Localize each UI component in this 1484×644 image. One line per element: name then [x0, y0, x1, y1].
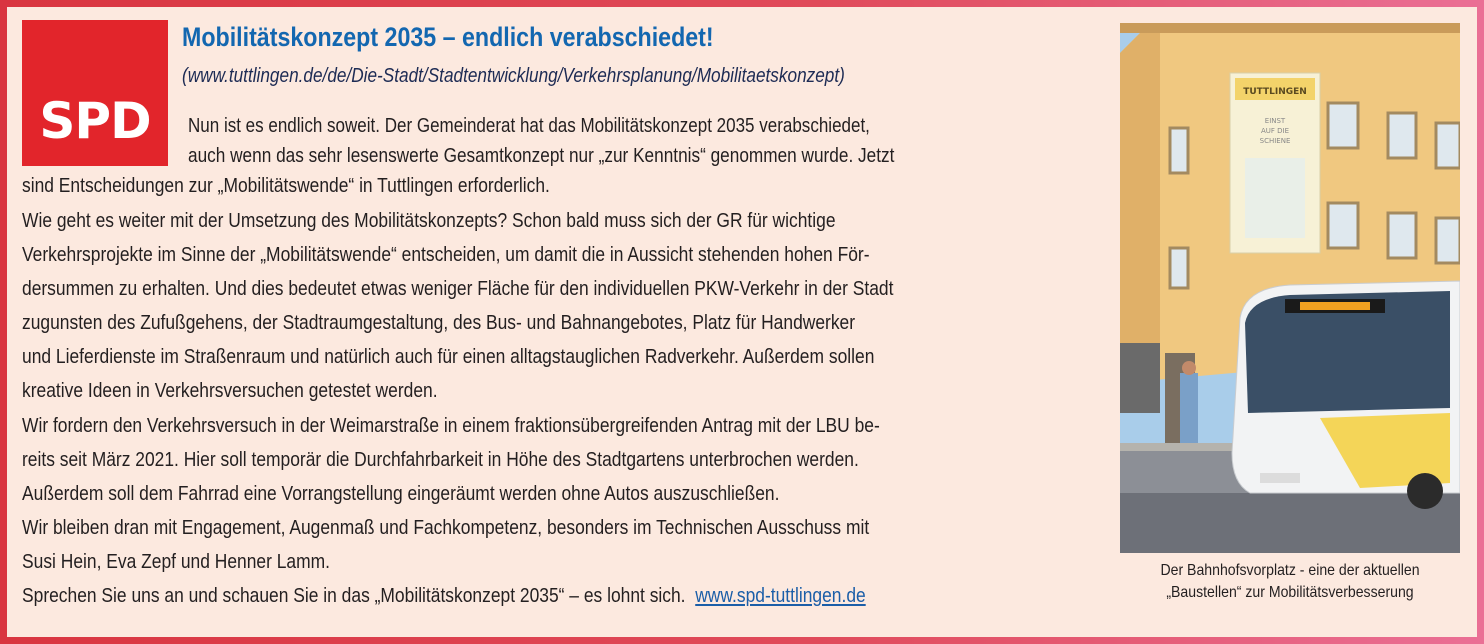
website-link[interactable]: www.spd-tuttlingen.de — [695, 584, 866, 607]
paragraph-line: auch wenn das sehr lesenswerte Gesamtkonzept nur „zur Kenntnis“ genommen wurde. Jetzt — [188, 144, 895, 167]
paragraph-line: Wir bleiben dran mit Engagement, Augenmaß und Fachkompetenz, besonders im Technischen Ausschuss mit — [22, 516, 870, 539]
paragraph-line: Verkehrsprojekte im Sinne der „Mobilitätswende“ entscheiden, um damit die in Aussicht stehenden hohen För- — [22, 243, 870, 266]
article-title: Mobilitätskonzept 2035 – endlich verabschiedet! — [182, 22, 714, 52]
photo-caption — [1120, 560, 1460, 604]
paragraph-line: dersummen zu erhalten. Und dies bedeutet etwas weniger Fläche für den individuellen PKW-Verkehr in der Stadt — [22, 277, 894, 300]
caption-line: „Baustellen“ zur Mobilitätsverbesserung — [1166, 584, 1414, 601]
paragraph-line: Nun ist es endlich soweit. Der Gemeinderat hat das Mobilitätskonzept 2035 verabschiedet, — [188, 114, 870, 137]
paragraph-line: Susi Hein, Eva Zepf und Henner Lamm. — [22, 550, 330, 573]
closing-line: Sprechen Sie uns an und schauen Sie in das „Mobilitätskonzept 2035“ – es lohnt sich. www.spd-tuttlingen.de — [22, 581, 866, 611]
caption-line: Der Bahnhofsvorplatz - eine der aktuellen — [1160, 562, 1420, 579]
paragraph-line: kreative Ideen in Verkehrsversuchen getestet werden. — [22, 379, 438, 402]
paragraph-line: reits seit März 2021. Hier soll temporär die Durchfahrbarkeit in Höhe des Stadtgartens unterbrochen werden. — [22, 448, 859, 471]
article-source-url: (www.tuttlingen.de/de/Die-Stadt/Stadtentwicklung/Verkehrsplanung/Mobilitaetskonzept) — [182, 65, 845, 87]
svg-text:EINST: EINST — [1264, 117, 1286, 125]
paragraph-line: Außerdem soll dem Fahrrad eine Vorrangstellung eingeräumt werden ohne Autos auszuschließen. — [22, 482, 780, 505]
svg-text:AUF DIE: AUF DIE — [1260, 127, 1290, 135]
paragraph-line: sind Entscheidungen zur „Mobilitätswende“ in Tuttlingen erforderlich. — [22, 174, 550, 197]
poster-sign: TUTTLINGEN — [1243, 87, 1307, 97]
paragraph-line: und Lieferdienste im Straßenraum und natürlich auch für einen alltagstauglichen Radverkehr. Außerdem sollen — [22, 345, 875, 368]
logo-text: SPD — [39, 92, 151, 150]
svg-text:SCHIENE: SCHIENE — [1259, 137, 1291, 145]
bus-station-photo — [1120, 23, 1460, 553]
spd-logo — [22, 20, 168, 166]
paragraph-line: zugunsten des Zufußgehens, der Stadtraumgestaltung, des Bus- und Bahnangebotes, Platz für Handwerker — [22, 311, 856, 334]
paragraph-line: Wir fordern den Verkehrsversuch in der Weimarstraße in einem fraktionsübergreifenden Antrag mit der LBU be- — [22, 414, 880, 437]
paragraph-line: Wie geht es weiter mit der Umsetzung des Mobilitätskonzepts? Schon bald muss sich der GR für wichtige — [22, 209, 836, 232]
